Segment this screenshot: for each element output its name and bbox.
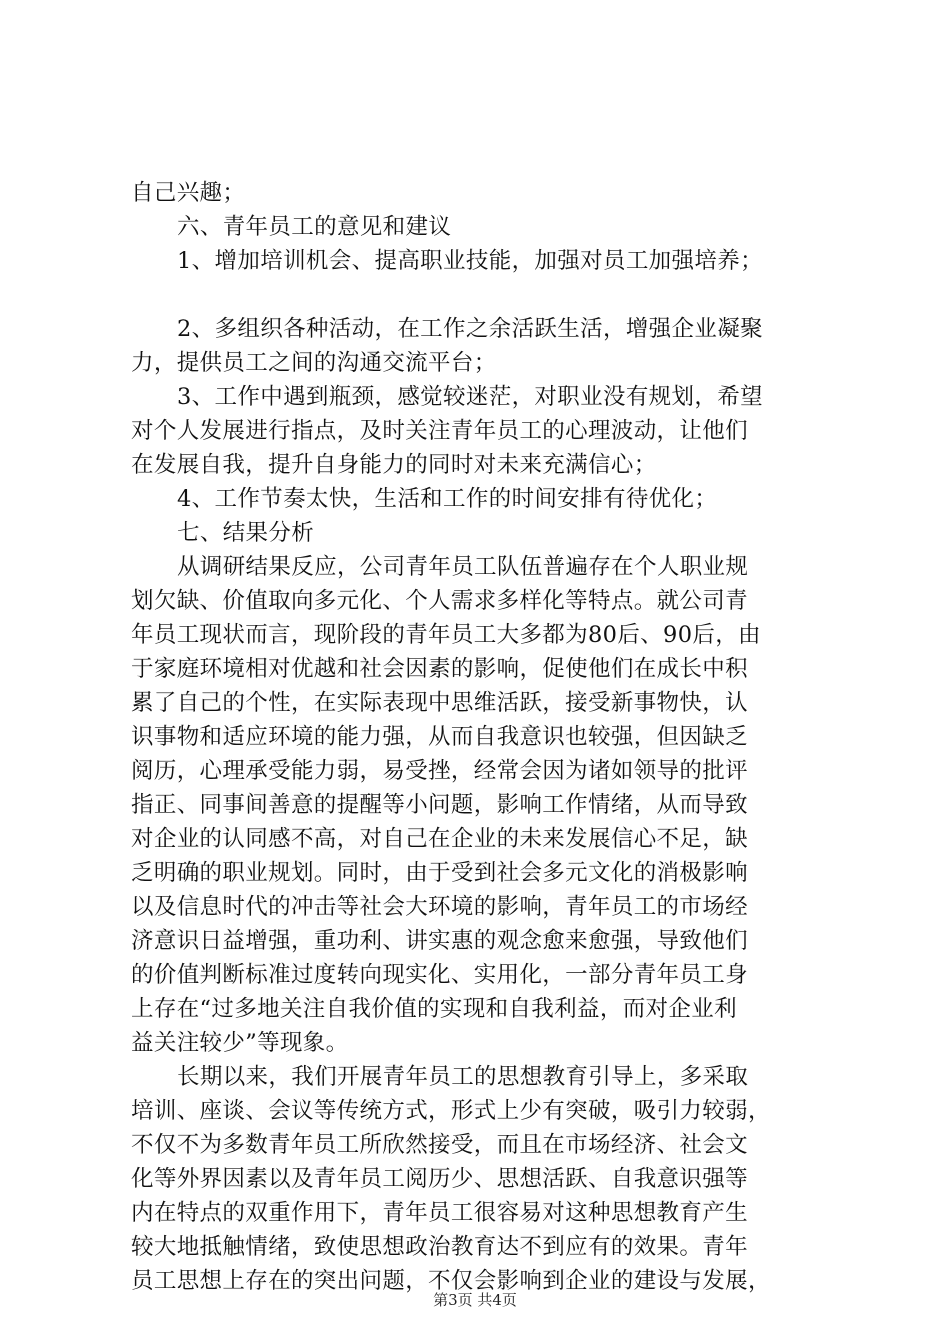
text-line: 济意识日益增强，重功利、讲实惠的观念愈来愈强，导致他们	[131, 928, 748, 954]
text-line: 指正、同事间善意的提醒等小问题，影响工作情绪，从而导致	[131, 792, 748, 818]
text-line: 较大地抵触情绪，致使思想政治教育达不到应有的效果。青年	[131, 1234, 748, 1260]
paragraph-start: 从调研结果反应，公司青年员工队伍普遍存在个人职业规	[177, 554, 749, 580]
list-item: 2、多组织各种活动，在工作之余活跃生活，增强企业凝聚	[177, 316, 763, 342]
text-line: 识事物和适应环境的能力强，从而自我意识也较强，但因缺乏	[131, 724, 748, 750]
text-line: 益关注较少”等现象。	[131, 1030, 349, 1056]
text-line: 在发展自我，提升自身能力的同时对未来充满信心；	[131, 452, 657, 478]
text-line: 阅历，心理承受能力弱，易受挫，经常会因为诸如领导的批评	[131, 758, 748, 784]
paragraph-start: 长期以来，我们开展青年员工的思想教育引导上，多采取	[177, 1064, 749, 1090]
section-heading: 七、结果分析	[177, 520, 315, 546]
text-line: 力，提供员工之间的沟通交流平台；	[131, 350, 497, 376]
list-item: 4、工作节奏太快，生活和工作的时间安排有待优化；	[177, 486, 718, 512]
text-line: 对企业的认同感不高，对自己在企业的未来发展信心不足，缺	[131, 826, 748, 852]
text-line: 自己兴趣；	[131, 180, 246, 206]
text-line: 年员工现状而言，现阶段的青年员工大多都为80后、90后，由	[131, 622, 761, 648]
text-line: 于家庭环境相对优越和社会因素的影响，促使他们在成长中积	[131, 656, 748, 682]
document-body	[131, 176, 831, 1298]
page-number-footer: 第3页 共4页	[433, 1291, 517, 1309]
text-line: 乏明确的职业规划。同时，由于受到社会多元文化的消极影响	[131, 860, 748, 886]
blank-line	[131, 278, 831, 312]
text-line: 员工思想上存在的突出问题，不仅会影响到企业的建设与发展，	[131, 1268, 771, 1294]
list-item: 1、增加培训机会、提高职业技能，加强对员工加强培养；	[177, 248, 763, 274]
text-line: 培训、座谈、会议等传统方式，形式上少有突破，吸引力较弱，	[131, 1098, 771, 1124]
text-line: 不仅不为多数青年员工所欣然接受，而且在市场经济、社会文	[131, 1132, 748, 1158]
text-line: 的价值判断标准过度转向现实化、实用化，一部分青年员工身	[131, 962, 748, 988]
text-line: 上存在“过多地关注自我价值的实现和自我利益，而对企业利	[131, 996, 737, 1022]
text-line: 划欠缺、价值取向多元化、个人需求多样化等特点。就公司青	[131, 588, 748, 614]
section-heading: 六、青年员工的意见和建议	[177, 214, 452, 240]
text-line: 以及信息时代的冲击等社会大环境的影响，青年员工的市场经	[131, 894, 748, 920]
text-line: 内在特点的双重作用下，青年员工很容易对这种思想教育产生	[131, 1200, 748, 1226]
text-line: 累了自己的个性，在实际表现中思维活跃，接受新事物快，认	[131, 690, 748, 716]
list-item: 3、工作中遇到瓶颈，感觉较迷茫，对职业没有规划，希望	[177, 384, 763, 410]
text-line: 化等外界因素以及青年员工阅历少、思想活跃、自我意识强等	[131, 1166, 748, 1192]
text-line: 对个人发展进行指点，及时关注青年员工的心理波动，让他们	[131, 418, 748, 444]
